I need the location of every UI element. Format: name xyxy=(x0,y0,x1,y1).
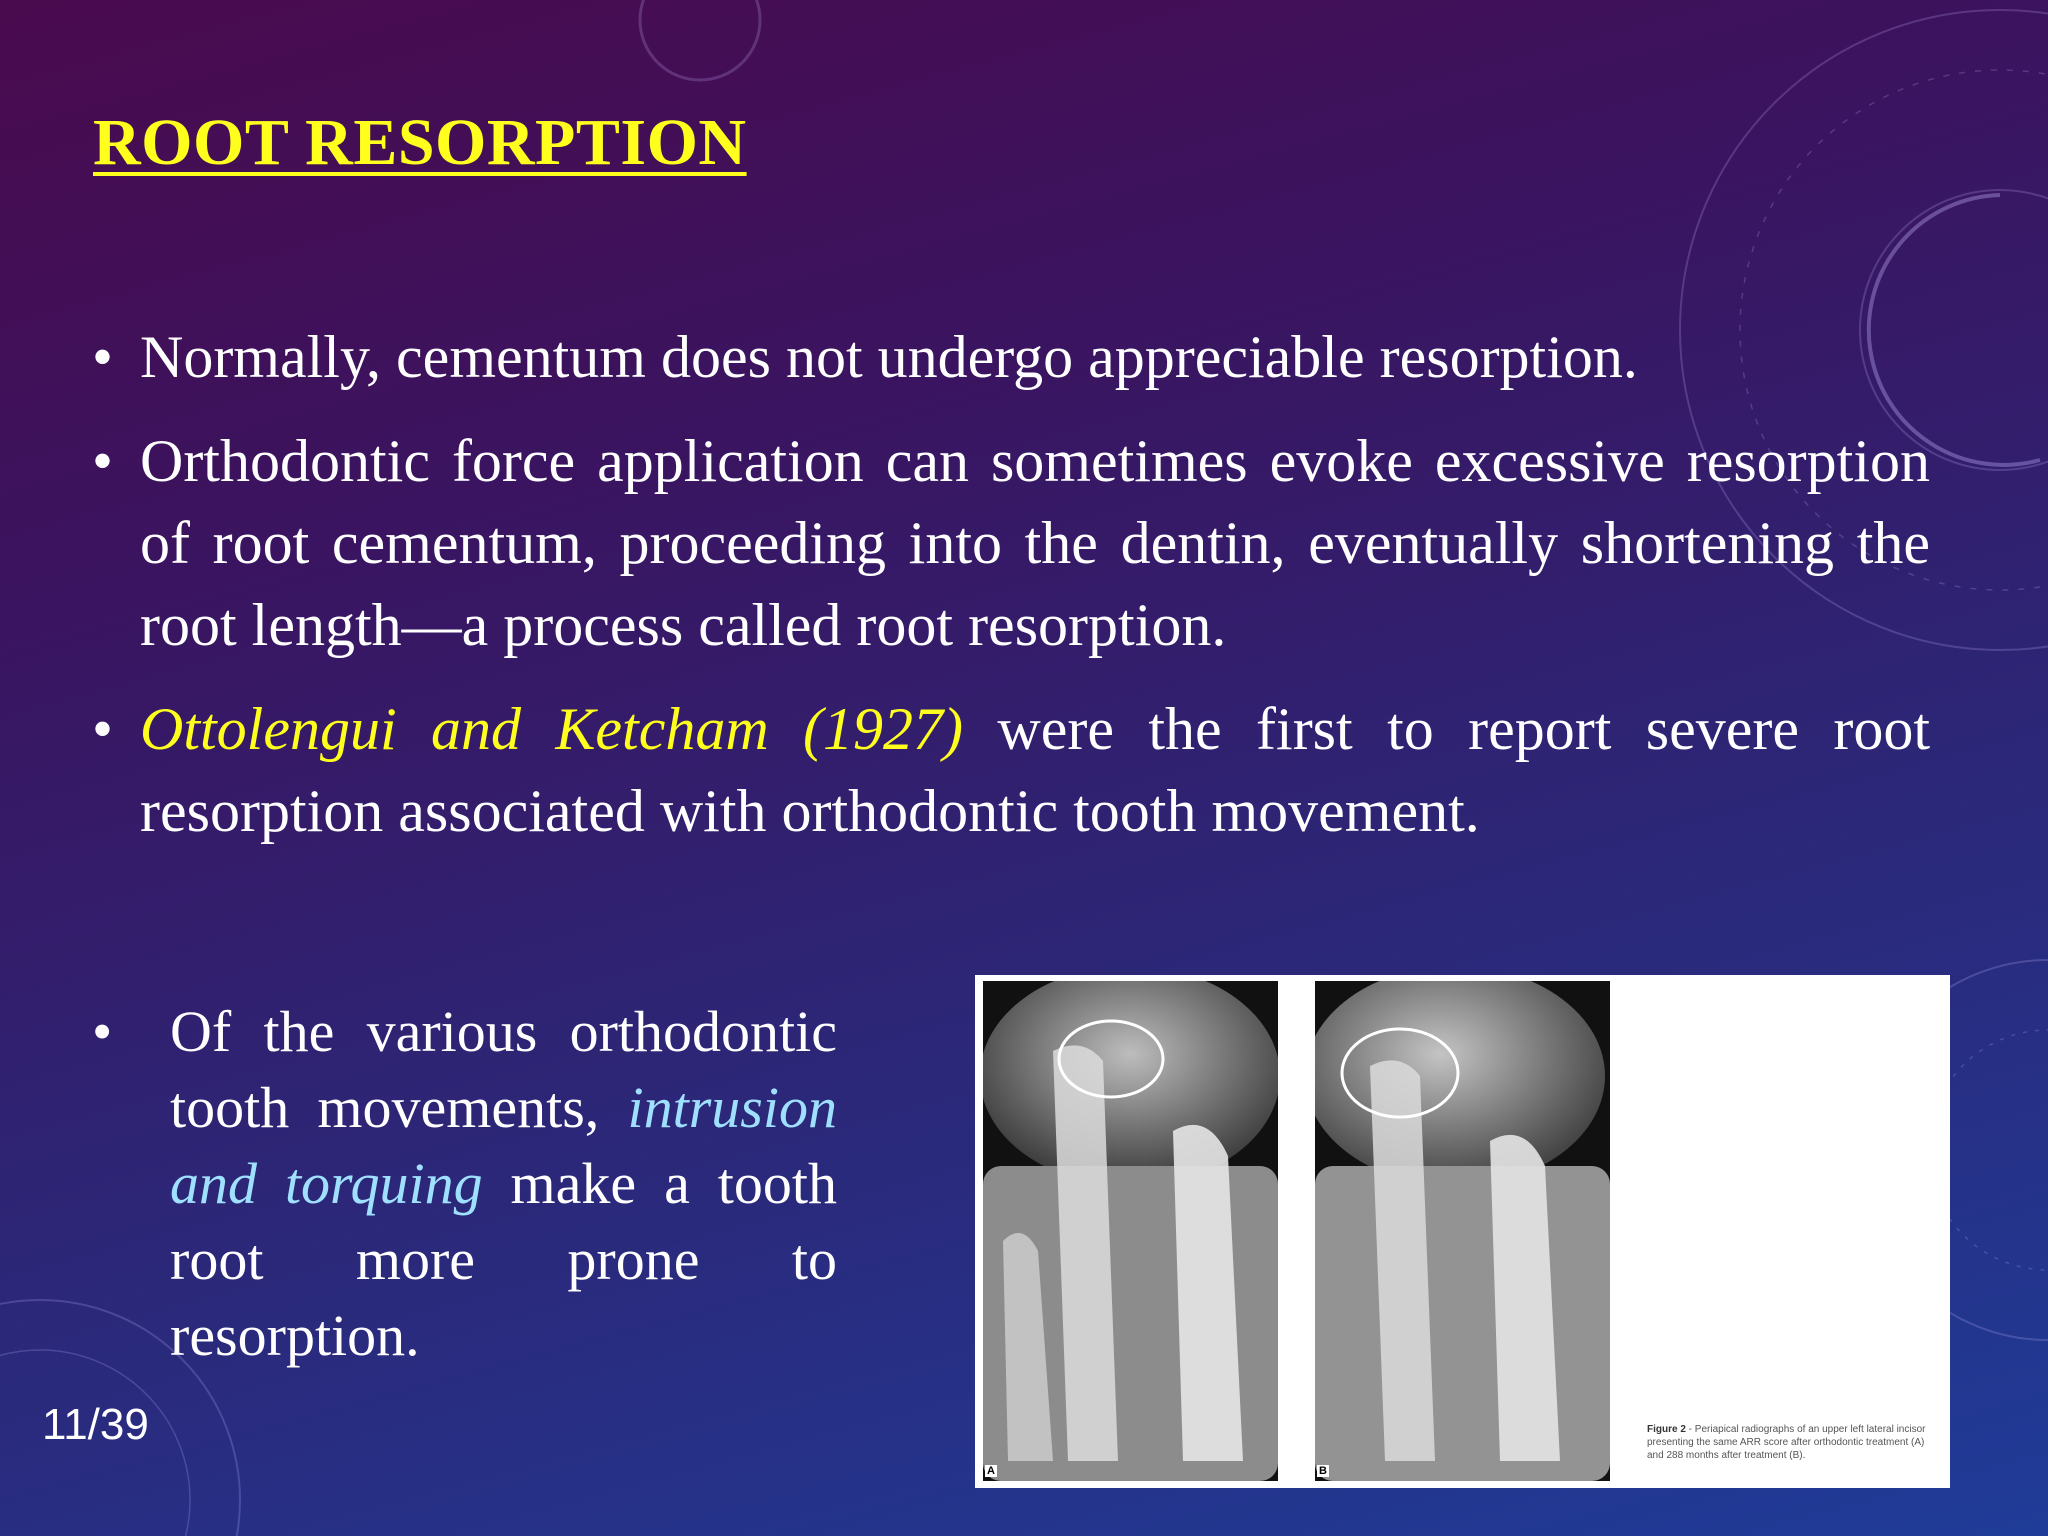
radiograph-panel-a xyxy=(983,981,1278,1481)
bullet-dot: • xyxy=(92,324,114,390)
lower-bullet-list xyxy=(92,994,837,1396)
figure-caption-label: Figure 2 xyxy=(1647,1424,1686,1435)
radiograph-figure xyxy=(975,975,1950,1488)
panel-a-label: A xyxy=(987,1465,995,1477)
bullet-dot: • xyxy=(92,428,114,494)
bullet-text: Orthodontic force application can sometimes evoke excessive resorption of root cementum, proceeding into the dentin, eventually shortening the root length—a process called root resorption. xyxy=(140,428,1930,658)
bullet-text: were the first to report severe root resorption associated with orthodontic tooth movement. xyxy=(140,696,1931,844)
bullet-text: make a tooth root more prone to resorption. xyxy=(170,1151,837,1368)
slide-title: ROOT RESORPTION xyxy=(93,106,747,179)
bullet-text: Of the various orthodontic tooth movements, xyxy=(170,999,837,1140)
bullet-item xyxy=(92,316,1930,398)
bullet-dot: • xyxy=(92,696,114,762)
bullet-item xyxy=(92,688,1930,852)
bullet-list xyxy=(92,316,1930,874)
citation-highlight: Ottolengui and Ketcham (1927) xyxy=(140,696,964,762)
page-number: 11/39 xyxy=(42,1400,149,1449)
panel-b-label: B xyxy=(1319,1465,1327,1477)
figure-caption xyxy=(1647,1423,1937,1462)
bullet-text: Normally, cementum does not undergo appreciable resorption. xyxy=(140,324,1638,390)
bullet-dot: • xyxy=(92,999,113,1064)
bullet-item xyxy=(92,420,1930,666)
bullet-item xyxy=(92,994,837,1374)
radiograph-panel-b xyxy=(1315,981,1610,1481)
figure-caption-text: - Periapical radiographs of an upper left lateral incisor presenting the same ARR score after orthodontic treatment (A) and 288 months after treatment (B). xyxy=(1647,1424,1926,1461)
movement-highlight: intrusion and torquing xyxy=(170,1075,837,1216)
